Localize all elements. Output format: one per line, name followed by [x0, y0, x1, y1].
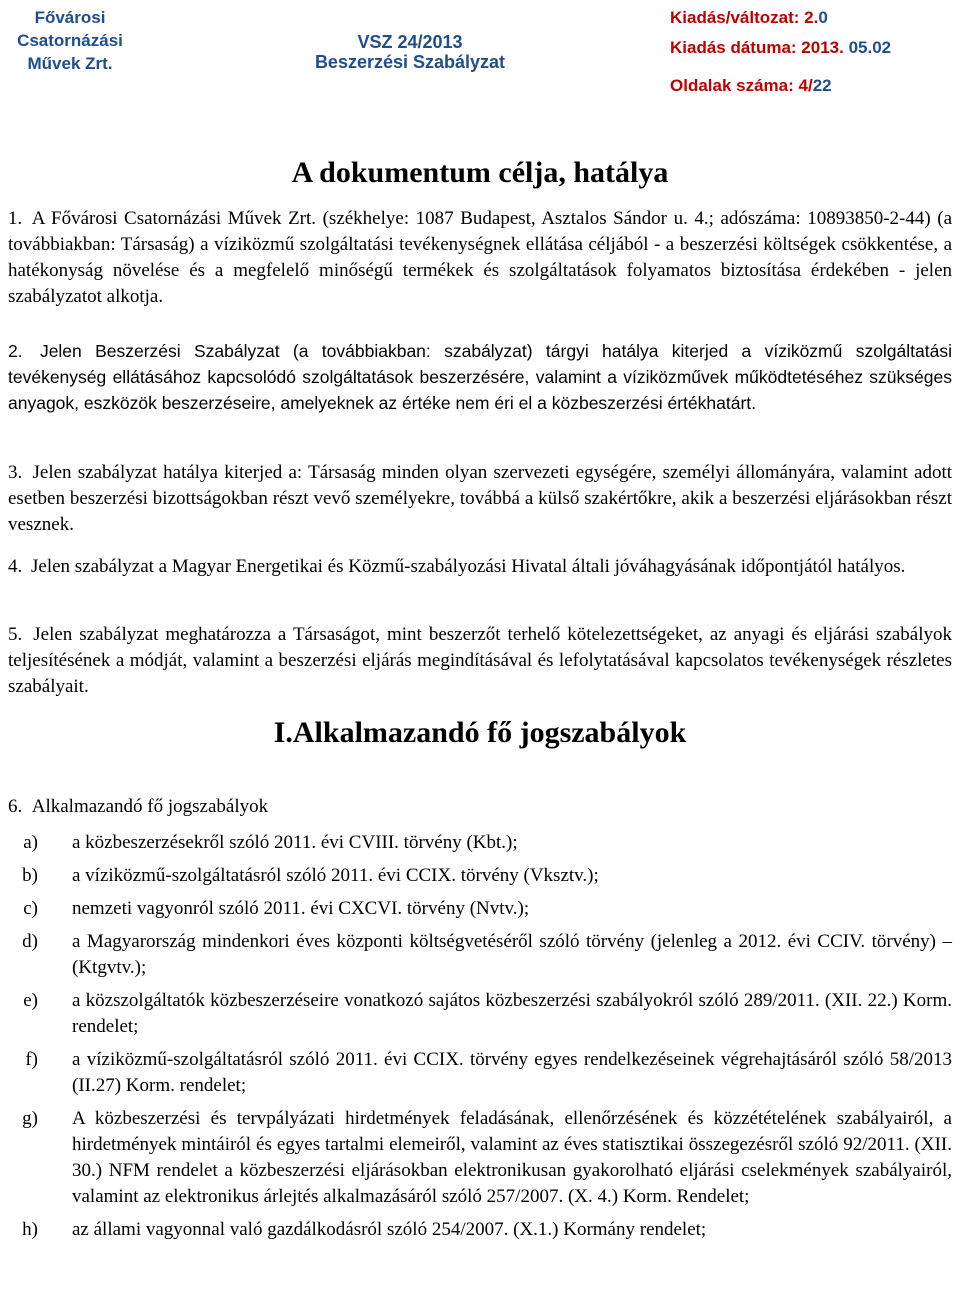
- list-item-label: b): [22, 865, 38, 886]
- subsection-number: 6.: [8, 796, 23, 817]
- list-item-label: c): [23, 898, 38, 919]
- paragraph-3: [8, 460, 952, 538]
- list-item-label: f): [25, 1049, 38, 1070]
- pages-row: [670, 76, 960, 114]
- list-item-label: e): [23, 990, 38, 1011]
- list-item: [8, 1217, 952, 1243]
- list-item-text: nemzeti vagyonról szóló 2011. évi CXCVI. törvény (Nvtv.);: [72, 898, 530, 919]
- pages-label: Oldalak száma: 4/: [670, 76, 813, 95]
- subsection-heading: [8, 794, 268, 820]
- paragraph-text: Jelen szabályzat a Magyar Energetikai és Közmű-szabályozási Hivatal általi jóváhagyásának időpontjától hatályos.: [31, 556, 906, 577]
- paragraph-number: 1.: [8, 208, 23, 229]
- list-item: [8, 863, 952, 889]
- paragraph-1: [8, 206, 952, 310]
- paragraph-number: 4.: [8, 556, 23, 577]
- list-item-text: a víziközmű-szolgáltatásról szóló 2011. évi CCIX. törvény (Vksztv.);: [72, 865, 599, 886]
- section-title: I.Alkalmazandó fő jogszabályok: [273, 716, 687, 749]
- legislation-list: [8, 830, 952, 1250]
- list-item-text: a Magyarország mindenkori éves központi költségvetéséről szóló törvény (jelenleg a 2012. évi CCIV. törvény) – (Ktgvtv.);: [72, 931, 952, 978]
- date-row: [670, 38, 960, 76]
- list-item: [8, 1106, 952, 1210]
- paragraph-text: Jelen szabályzat meghatározza a Társaságot, mint beszerzőt terhelő kötelezettségeket, az anyagi és eljárási szabályok teljesítésének a módját, valamint a beszerzési eljárás megindításával és lefolytatásával kapcsolatos tevékenységek részletes szabályait.: [8, 624, 952, 697]
- edition-value: 0: [818, 8, 828, 27]
- paragraph-text: A Fővárosi Csatornázási Művek Zrt. (székhelye: 1087 Budapest, Asztalos Sándor u. 4.; adószáma: 10893850-2-44) (a továbbiakban: Társaság) a víziközmű szolgáltatási tevékenységnek ellátása céljából - a beszerzési költségek csökkentése, a hatékonyság növelése és a megfelelő minőségű termékek és szolgáltatások folyamatos biztosítása érdekében - jelen szabályzatot alkotja.: [8, 208, 952, 307]
- subsection-text: Alkalmazandó fő jogszabályok: [31, 796, 269, 817]
- list-item-text: az állami vagyonnal való gazdálkodásról szóló 254/2007. (X.1.) Kormány rendelet;: [72, 1219, 707, 1240]
- paragraph-2: [8, 338, 952, 416]
- date-value: 05.02: [843, 38, 892, 57]
- list-item: [8, 896, 952, 922]
- list-item: [8, 830, 952, 856]
- paragraph-text: Jelen szabályzat hatálya kiterjed a: Társaság minden olyan szervezeti egységére, személyi állományára, valamint adott esetben beszerzési bizottságokban részt vevő személyekre, továbbá a külső szakértőkre, akik a beszerzési eljárásokban részt vesznek.: [8, 462, 953, 535]
- org-line-3: Művek Zrt.: [27, 54, 113, 73]
- edition-row: [670, 8, 960, 38]
- list-item: [8, 1047, 952, 1099]
- paragraph-text: Jelen Beszerzési Szabályzat (a továbbiakban: szabályzat) tárgyi hatálya kiterjed a víziközmű szolgáltatási tevékenység ellátásához kapcsolódó szolgáltatások beszerzésére, valamint a víziközművek működtetéséhez szükséges anyagok, eszközök beszerzéseire, amelyeknek az értéke nem éri el a közbeszerzési értékhatárt.: [8, 341, 952, 413]
- organization-name: [0, 6, 140, 75]
- paragraph-4: [8, 554, 952, 580]
- page-header: [0, 0, 960, 108]
- doc-name: Beszerzési Szabályzat: [314, 52, 506, 72]
- list-item-label: a): [23, 832, 38, 853]
- paragraph-5: [8, 622, 952, 700]
- list-item: [8, 988, 952, 1040]
- list-item: [8, 929, 952, 981]
- doc-code: VSZ 24/2013: [357, 32, 463, 52]
- list-item-text: a közszolgáltatók közbeszerzéseire vonatkozó sajátos közbeszerzési szabályokról szóló 289/2011. (XII. 22.) Korm. rendelet;: [72, 990, 952, 1037]
- paragraph-number: 3.: [8, 462, 23, 483]
- document-title: A dokumentum célja, hatálya: [291, 156, 669, 189]
- list-item-label: h): [22, 1219, 38, 1240]
- paragraph-number: 5.: [8, 624, 23, 645]
- date-label: Kiadás dátuma: 2013.: [670, 38, 844, 57]
- list-item-text: a víziközmű-szolgáltatásról szóló 2011. évi CCIX. törvény egyes rendelkezéseinek végrehajtásáról szóló 58/2013 (II.27) Korm. rendelet;: [72, 1049, 952, 1096]
- list-item-label: g): [22, 1108, 38, 1129]
- pages-value: 22: [812, 76, 832, 95]
- document-identifier: [290, 32, 530, 72]
- list-item-label: d): [22, 931, 38, 952]
- org-line-1: Fővárosi: [34, 8, 106, 27]
- list-item-text: a közbeszerzésekről szóló 2011. évi CVIII. törvény (Kbt.);: [72, 832, 518, 853]
- list-item-text: A közbeszerzési és tervpályázati hirdetmények feladásának, ellenőrzésének és közzétételének szabályairól, a hirdetmények mintáiról és egyes tartalmi elemeiről, valamint az éves statisztikai összegezésről szóló 92/2011. (XII. 30.) NFM rendelet a közbeszerzési eljárásokban elektronikusan gyakorolható eljárási cselekmények szabályairól, valamint az elektronikus árlejtés alkalmazásáról szóló 257/2007. (X. 4.) Korm. Rendelet;: [72, 1108, 952, 1207]
- org-line-2: Csatornázási: [17, 31, 123, 50]
- edition-label: Kiadás/változat: 2.: [670, 8, 819, 27]
- document-metadata: [670, 8, 960, 114]
- paragraph-number: 2.: [8, 341, 23, 361]
